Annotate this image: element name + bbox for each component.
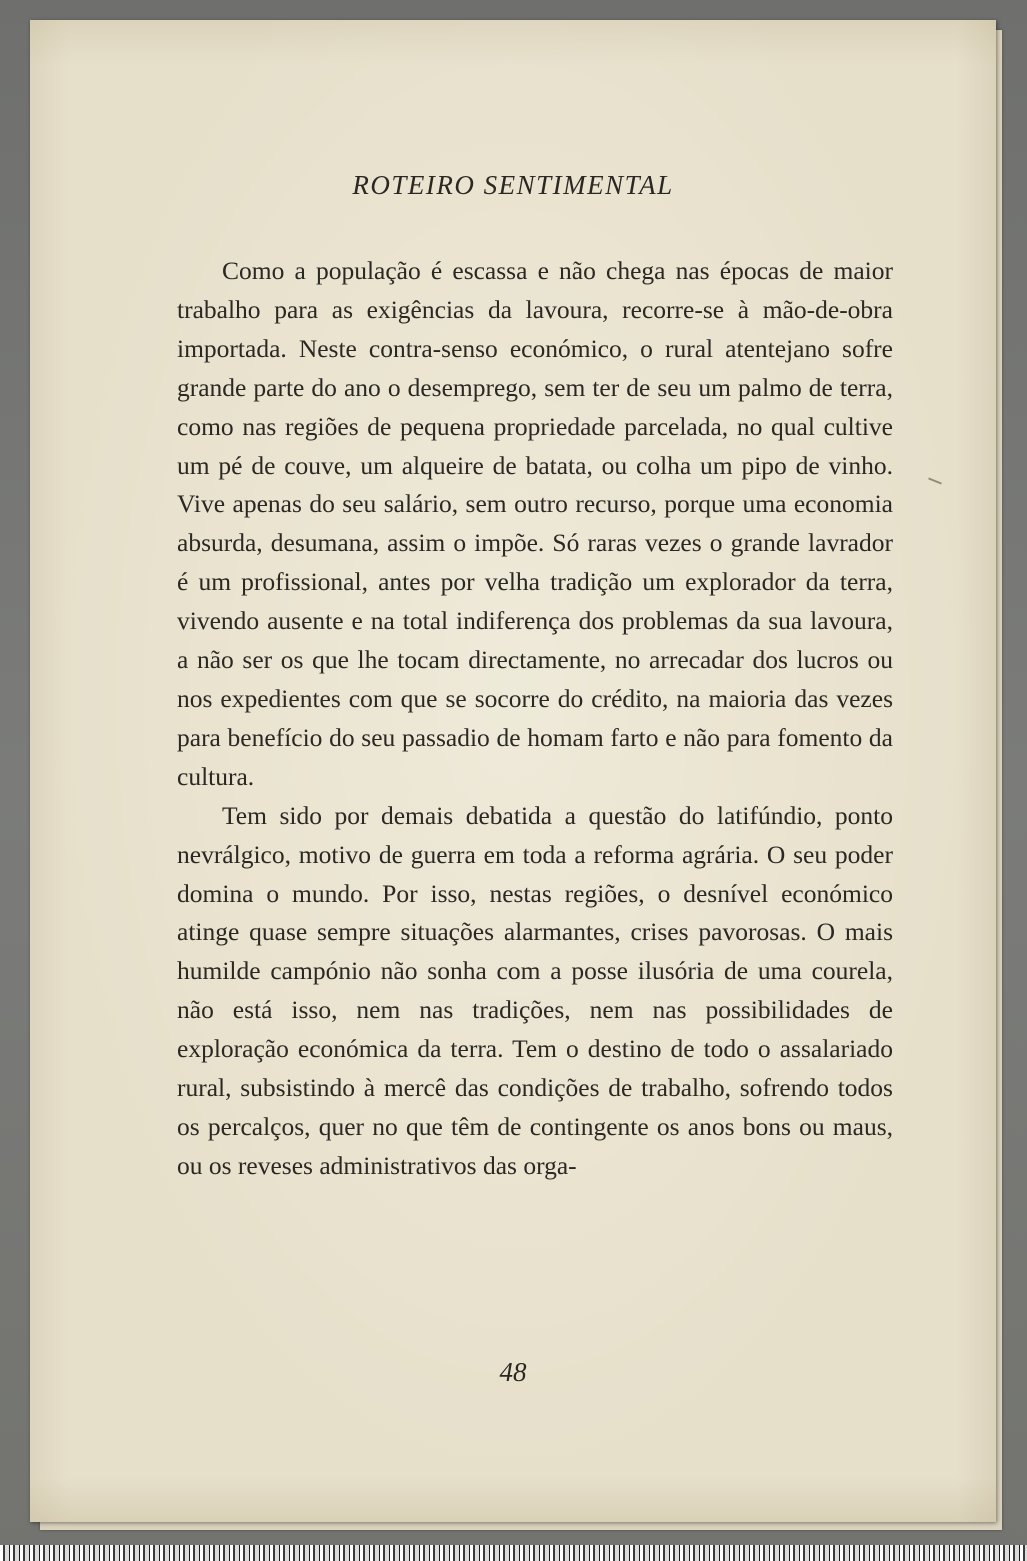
paragraph: Tem sido por demais debatida a questão do latifúndio, ponto nevrálgico, motivo de guerra em toda a reforma agrária. O seu poder domina o mundo. Por isso, nestas regiões, o desnível económico atinge quase sempre situações alarmantes, crises pavorosas. O mais humilde campónio não sonha com a posse ilusória de uma courela, não está isso, nem nas tradições, nem nas possibilidades de exploração económica da terra. Tem o destino de todo o assalariado rural, subsistindo à mercê das condições de trabalho, sofrendo todos os percalços, quer no que têm de contingente os anos bons ou maus, ou os reveses administrativos das orga- — [177, 800, 893, 1180]
body-text — [177, 252, 893, 1186]
running-head: ROTEIRO SENTIMENTAL — [352, 170, 674, 200]
scan-calibration-strip — [0, 1545, 1027, 1561]
page-number: 48 — [499, 1357, 527, 1387]
book-page — [30, 20, 996, 1522]
margin-pencil-mark — [928, 477, 942, 484]
paragraph: Como a população é escassa e não chega nas épocas de maior trabalho para as exigências da lavoura, recorre-se à mão-de-obra importada. Neste contra-senso económico, o rural atentejano sofre grande parte do ano o desemprego, sem ter de seu um palmo de terra, como nas regiões de pequena propriedade parcelada, no qual cultive um pé de couve, um alqueire de batata, ou colha um pipo de vinho. Vive apenas do seu salário, sem outro recurso, porque uma economia absurda, desumana, assim o impõe. Só raras vezes o grande lavrador é um profissional, antes por velha tradição um explorador da terra, vivendo ausente e na total indiferença dos problemas da sua lavoura, a não ser os que lhe tocam directamente, no arrecadar dos lucros ou nos expedientes com que se socorre do crédito, na maioria das vezes para benefício do seu passadio de homam farto e não para fomento da cultura. — [177, 256, 893, 791]
